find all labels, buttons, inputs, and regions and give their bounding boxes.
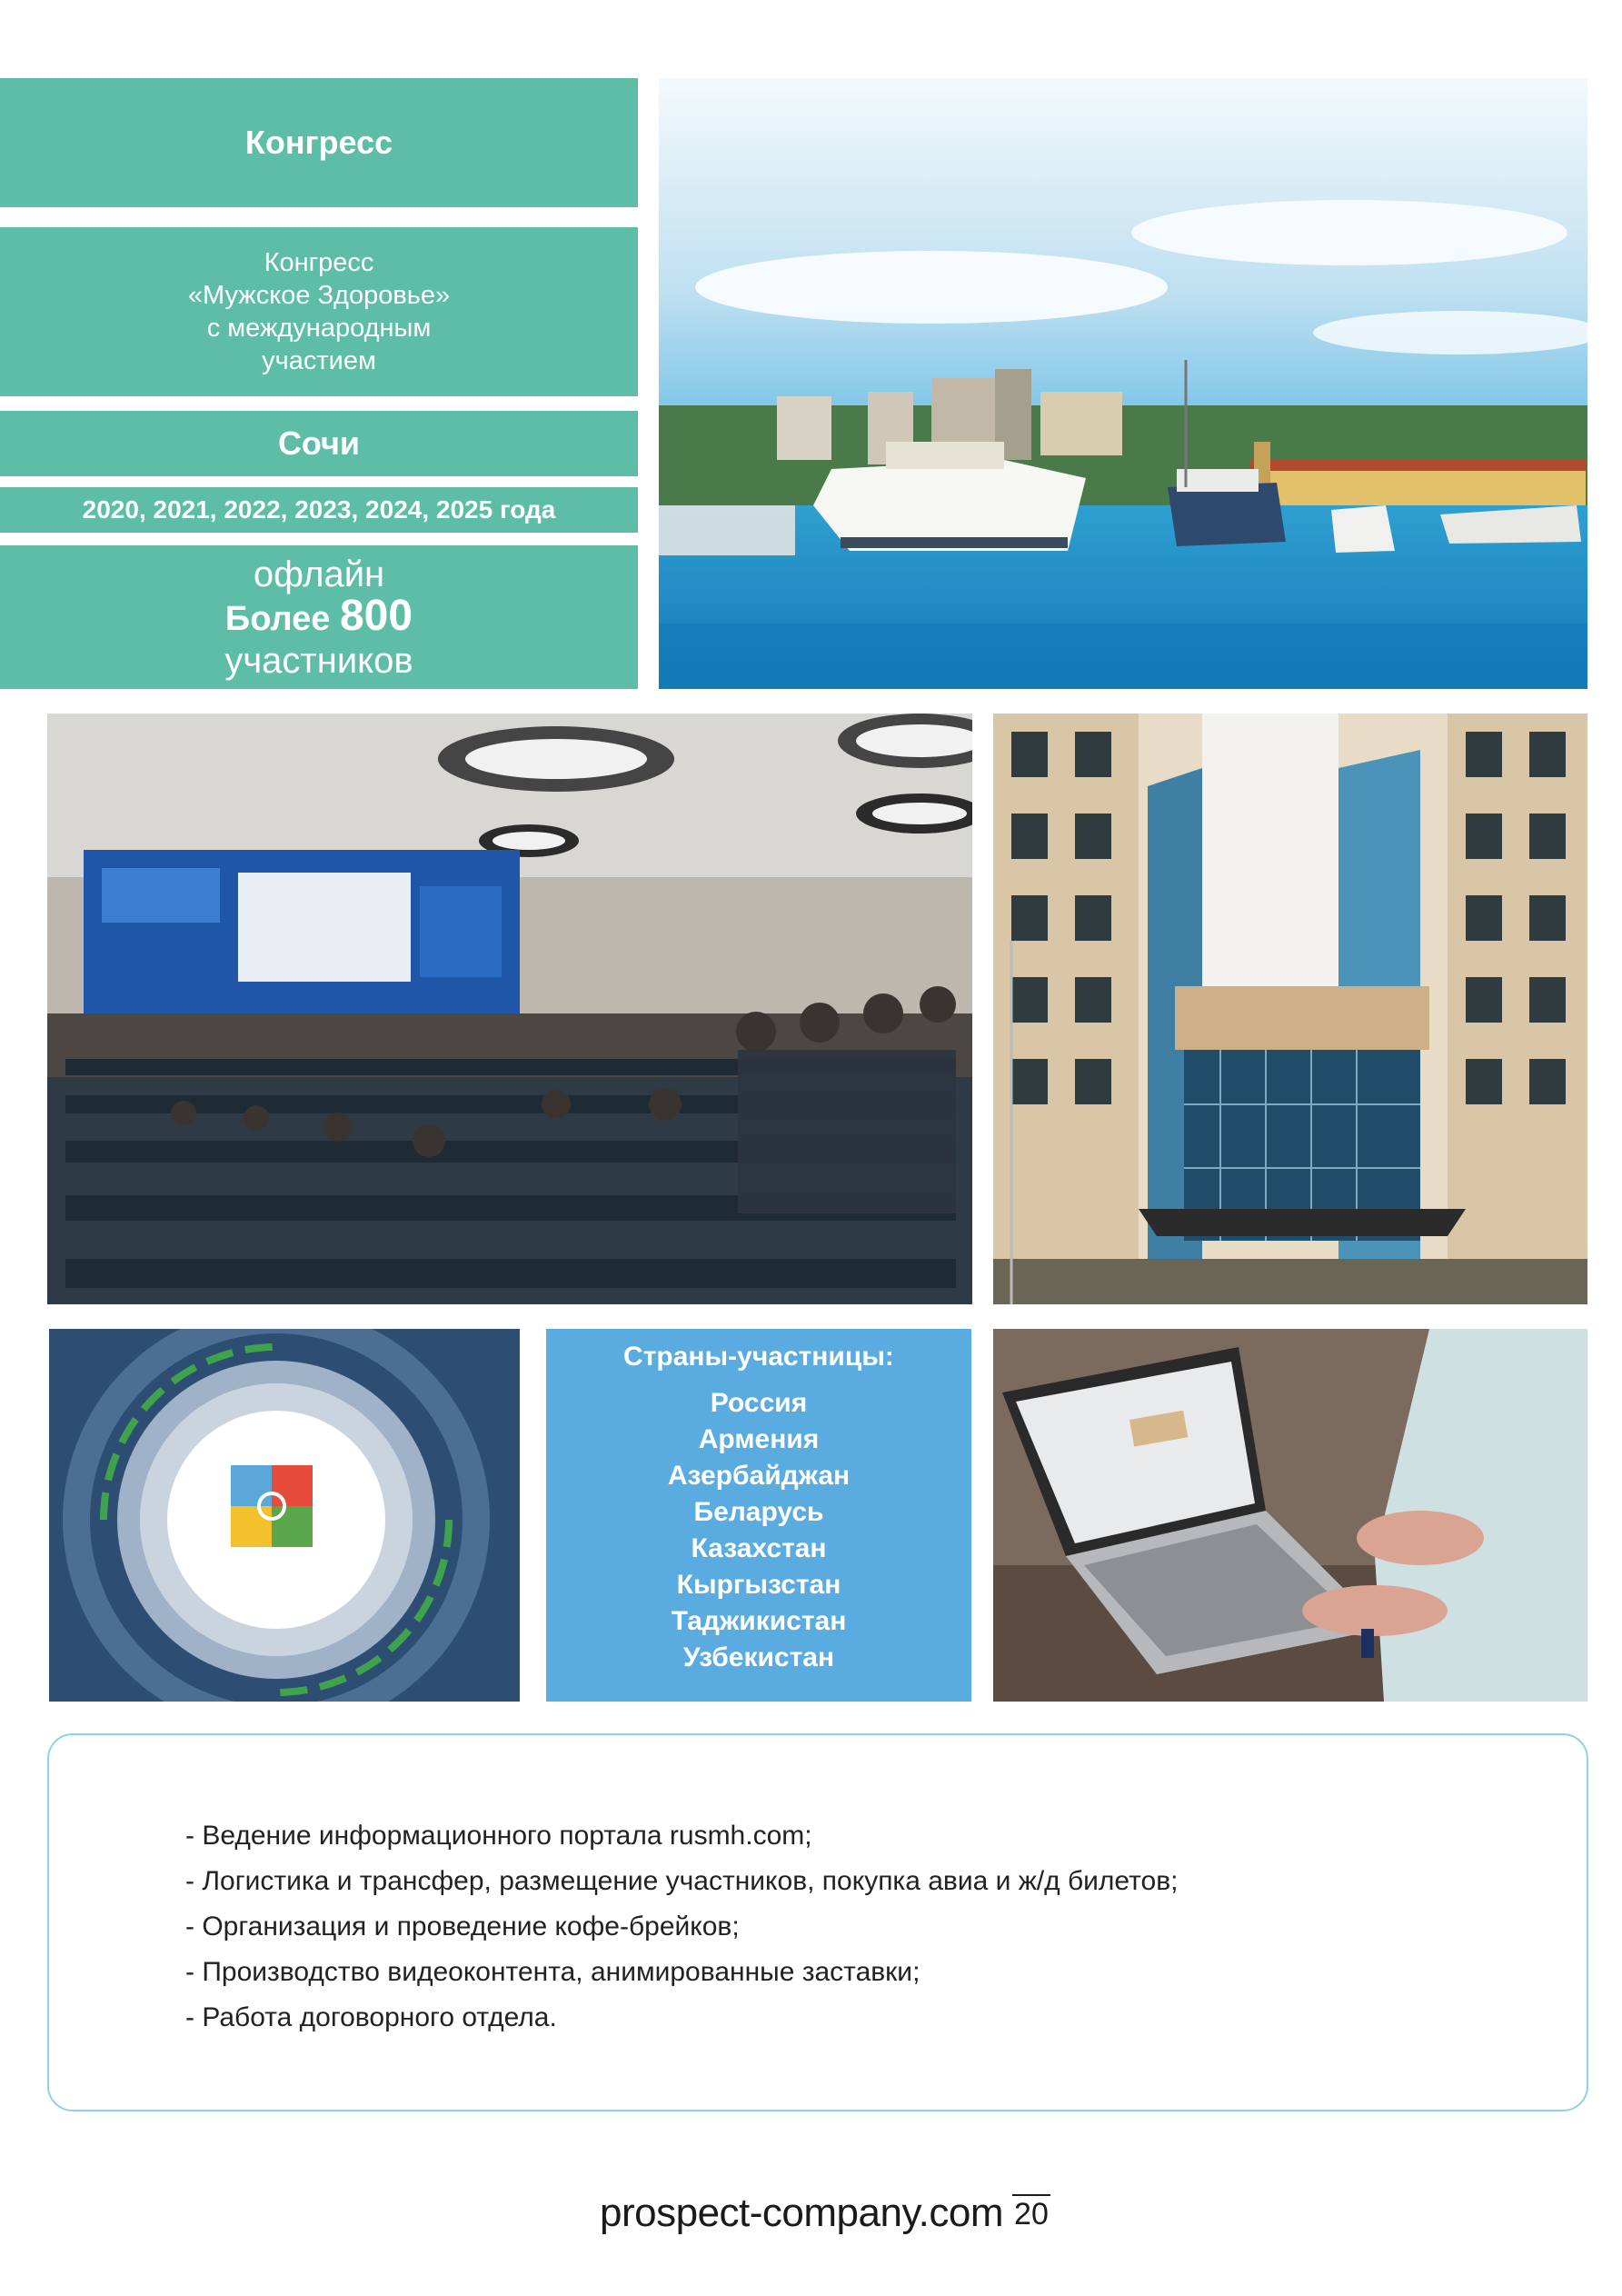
country-item: Узбекистан — [682, 1642, 835, 1672]
service-item: - Организация и проведение кофе-брейков; — [185, 1912, 740, 1942]
participants-prefix: Более — [224, 599, 331, 638]
event-description — [0, 227, 638, 396]
sochi-harbor-photo — [659, 78, 1587, 689]
participants-number: 800 — [339, 591, 413, 640]
description-line: «Мужское Здоровье» — [187, 281, 451, 310]
country-item: Таджикистан — [671, 1606, 847, 1636]
event-type-text: Конгресс — [244, 124, 393, 161]
page-number: 20 — [1012, 2194, 1050, 2232]
country-item: Армения — [698, 1424, 820, 1454]
description-line: участием — [262, 346, 376, 375]
services-box — [47, 1733, 1588, 2111]
country-item: Беларусь — [693, 1497, 824, 1527]
description-line: Конгресс — [264, 248, 374, 277]
service-item: - Ведение информационного портала rusmh.com; — [185, 1821, 812, 1851]
participants-suffix: участников — [224, 640, 413, 681]
city-text: Сочи — [277, 424, 361, 462]
country-item: Кыргызстан — [676, 1570, 841, 1600]
description-line: с международным — [206, 314, 432, 343]
services-list — [185, 1813, 1178, 2041]
service-item: - Логистика и трансфер, размещение участников, покупка авиа и ж/д билетов; — [185, 1866, 1179, 1896]
company-website: prospect-company.com — [600, 2191, 1004, 2235]
participant-countries — [546, 1329, 971, 1702]
country-item: Казахстан — [691, 1533, 827, 1563]
country-item: Азербайджан — [667, 1461, 851, 1491]
congress-logo-tile — [49, 1329, 520, 1702]
event-years — [0, 487, 638, 533]
participants-count — [224, 591, 413, 640]
service-item: - Производство видеоконтента, анимированные заставки; — [185, 1957, 920, 1987]
event-city — [0, 411, 638, 476]
hotel-building-photo — [993, 714, 1587, 1304]
service-item: - Работа договорного отдела. — [185, 2002, 557, 2032]
footer — [600, 2186, 1072, 2241]
format-text: офлайн — [253, 554, 385, 594]
event-type-label — [0, 78, 638, 207]
conference-hall-photo — [47, 714, 972, 1304]
laptop-photo — [993, 1329, 1587, 1702]
years-text: 2020, 2021, 2022, 2023, 2024, 2025 года — [82, 495, 556, 524]
countries-title: Страны-участницы: — [623, 1342, 894, 1372]
event-stats — [0, 545, 638, 689]
country-item: Россия — [710, 1388, 808, 1418]
